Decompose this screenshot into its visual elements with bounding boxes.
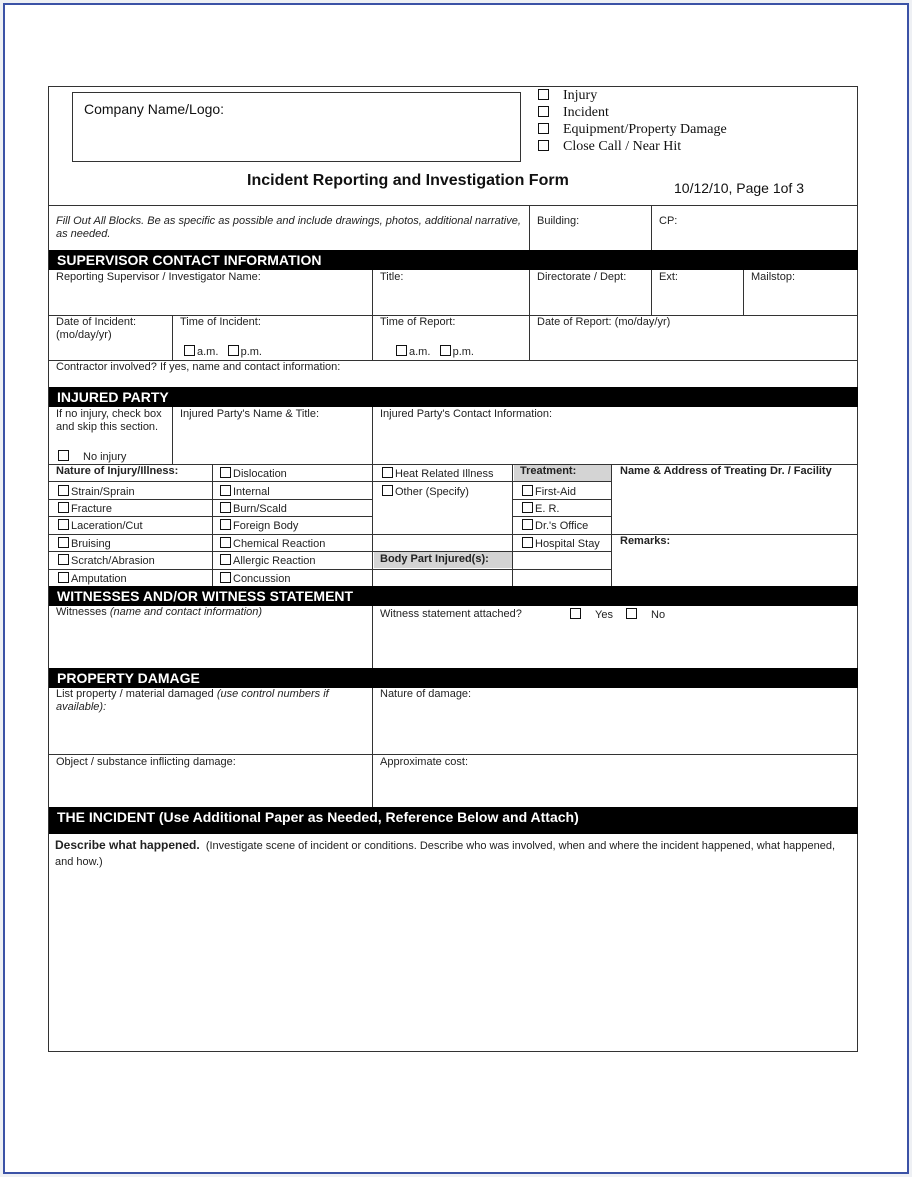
injury-option[interactable]: Internal <box>220 485 270 499</box>
time-report-label: Time of Report: <box>380 316 456 328</box>
describe-section: Describe what happened. (Investigate scene of incident or conditions. Describe who was involved, when and where the incident happened, what happened, and how.) <box>55 838 836 868</box>
supervisor-heading: SUPERVISOR CONTACT INFORMATION <box>49 250 858 270</box>
checkbox[interactable] <box>626 608 637 619</box>
injury-option[interactable]: Heat Related Illness <box>382 467 493 481</box>
checkbox[interactable] <box>58 450 69 461</box>
checkbox[interactable] <box>570 608 581 619</box>
type-option-equipment[interactable]: Equipment/Property Damage <box>538 121 727 138</box>
injured-contact-label: Injured Party's Contact Information: <box>380 408 553 420</box>
injured-name-label: Injured Party's Name & Title: <box>180 408 320 420</box>
nature-damage-label: Nature of damage: <box>380 688 472 700</box>
checkbox[interactable] <box>220 554 231 565</box>
checkbox[interactable] <box>228 345 239 356</box>
supervisor-name-label: Reporting Supervisor / Investigator Name: <box>56 271 261 283</box>
witnesses-label: Witnesses (name and contact information) <box>56 606 263 618</box>
checkbox[interactable] <box>382 467 393 478</box>
remarks-label: Remarks: <box>620 535 671 547</box>
checkbox[interactable] <box>58 554 69 565</box>
checkbox[interactable] <box>58 519 69 530</box>
form-title: Incident Reporting and Investigation Form <box>247 172 569 189</box>
injury-option[interactable]: Laceration/Cut <box>58 519 143 533</box>
checkbox[interactable] <box>184 345 195 356</box>
date-incident-label: Date of Incident: (mo/day/yr) <box>56 316 137 341</box>
injury-option[interactable]: Chemical Reaction <box>220 537 325 551</box>
no-injury-checkbox[interactable]: No injury <box>58 450 126 464</box>
checkbox[interactable] <box>522 519 533 530</box>
checkbox[interactable] <box>538 123 549 134</box>
checkbox[interactable] <box>58 485 69 496</box>
building-label: Building: <box>537 215 580 227</box>
treatment-option[interactable]: Hospital Stay <box>522 537 600 551</box>
page-info: 10/12/10, Page 1of 3 <box>674 180 804 196</box>
checkbox[interactable] <box>220 467 231 478</box>
injured-heading: INJURED PARTY <box>49 387 858 407</box>
checkbox[interactable] <box>538 106 549 117</box>
injury-option[interactable]: Strain/Sprain <box>58 485 135 499</box>
checkbox[interactable] <box>58 502 69 513</box>
statement-yes[interactable]: Yes <box>570 608 613 622</box>
body-part-label: Body Part Injured(s): <box>380 553 489 565</box>
witness-heading: WITNESSES AND/OR WITNESS STATEMENT <box>49 586 858 606</box>
injury-option[interactable]: Burn/Scald <box>220 502 287 516</box>
mailstop-label: Mailstop: <box>751 271 796 283</box>
time-incident-label: Time of Incident: <box>180 316 261 328</box>
company-label: Company Name/Logo: <box>84 101 225 117</box>
type-option-close-call[interactable]: Close Call / Near Hit <box>538 138 727 155</box>
time-report-ampm[interactable]: a.m. p.m. <box>396 345 474 359</box>
instructions: Fill Out All Blocks. Be as specific as possible and include drawings, photos, additional narrative, as needed. <box>56 215 521 240</box>
injury-option[interactable]: Foreign Body <box>220 519 298 533</box>
object-label: Object / substance inflicting damage: <box>56 756 236 768</box>
incident-heading: THE INCIDENT (Use Additional Paper as Needed, Reference Below and Attach) <box>49 807 858 834</box>
property-list-label: List property / material damaged (use control numbers if available): <box>56 688 329 713</box>
checkbox[interactable] <box>220 502 231 513</box>
no-injury-note: If no injury, check box and skip this section. <box>56 408 162 433</box>
injury-option[interactable]: Scratch/Abrasion <box>58 554 155 568</box>
checkbox[interactable] <box>522 502 533 513</box>
cost-label: Approximate cost: <box>380 756 469 768</box>
time-incident-ampm[interactable]: a.m. p.m. <box>184 345 262 359</box>
checkbox[interactable] <box>220 519 231 530</box>
injury-option[interactable]: Dislocation <box>220 467 287 481</box>
injury-option[interactable]: Allergic Reaction <box>220 554 316 568</box>
checkbox[interactable] <box>220 572 231 583</box>
checkbox[interactable] <box>220 537 231 548</box>
company-logo-box[interactable] <box>72 92 521 162</box>
checkbox[interactable] <box>396 345 407 356</box>
nature-label: Nature of Injury/Illness: <box>56 465 179 477</box>
treatment-option[interactable]: E. R. <box>522 502 559 516</box>
treatment-option[interactable]: First-Aid <box>522 485 576 499</box>
checkbox[interactable] <box>220 485 231 496</box>
checkbox[interactable] <box>522 537 533 548</box>
checkbox[interactable] <box>538 140 549 151</box>
dept-label: Directorate / Dept: <box>537 271 627 283</box>
ext-label: Ext: <box>659 271 678 283</box>
checkbox[interactable] <box>58 572 69 583</box>
treatment-option[interactable]: Dr.'s Office <box>522 519 588 533</box>
incident-type-options <box>538 87 727 155</box>
title-label: Title: <box>380 271 404 283</box>
checkbox[interactable] <box>538 89 549 100</box>
injury-option[interactable]: Fracture <box>58 502 112 516</box>
cp-label: CP: <box>659 215 678 227</box>
treating-dr-label: Name & Address of Treating Dr. / Facility <box>620 465 832 477</box>
checkbox[interactable] <box>440 345 451 356</box>
type-option-incident[interactable]: Incident <box>538 104 727 121</box>
property-heading: PROPERTY DAMAGE <box>49 668 858 688</box>
checkbox[interactable] <box>382 485 393 496</box>
statement-label: Witness statement attached? <box>380 608 522 620</box>
injury-option[interactable]: Bruising <box>58 537 111 551</box>
checkbox[interactable] <box>522 485 533 496</box>
injury-option[interactable]: Amputation <box>58 572 127 586</box>
injury-option[interactable]: Other (Specify) <box>382 485 469 499</box>
treatment-label: Treatment: <box>520 465 577 477</box>
statement-no[interactable]: No <box>626 608 665 622</box>
injury-option[interactable]: Concussion <box>220 572 290 586</box>
contractor-label: Contractor involved? If yes, name and contact information: <box>56 361 341 373</box>
date-report-label: Date of Report: (mo/day/yr) <box>537 316 671 328</box>
type-option-injury[interactable]: Injury <box>538 87 727 104</box>
checkbox[interactable] <box>58 537 69 548</box>
